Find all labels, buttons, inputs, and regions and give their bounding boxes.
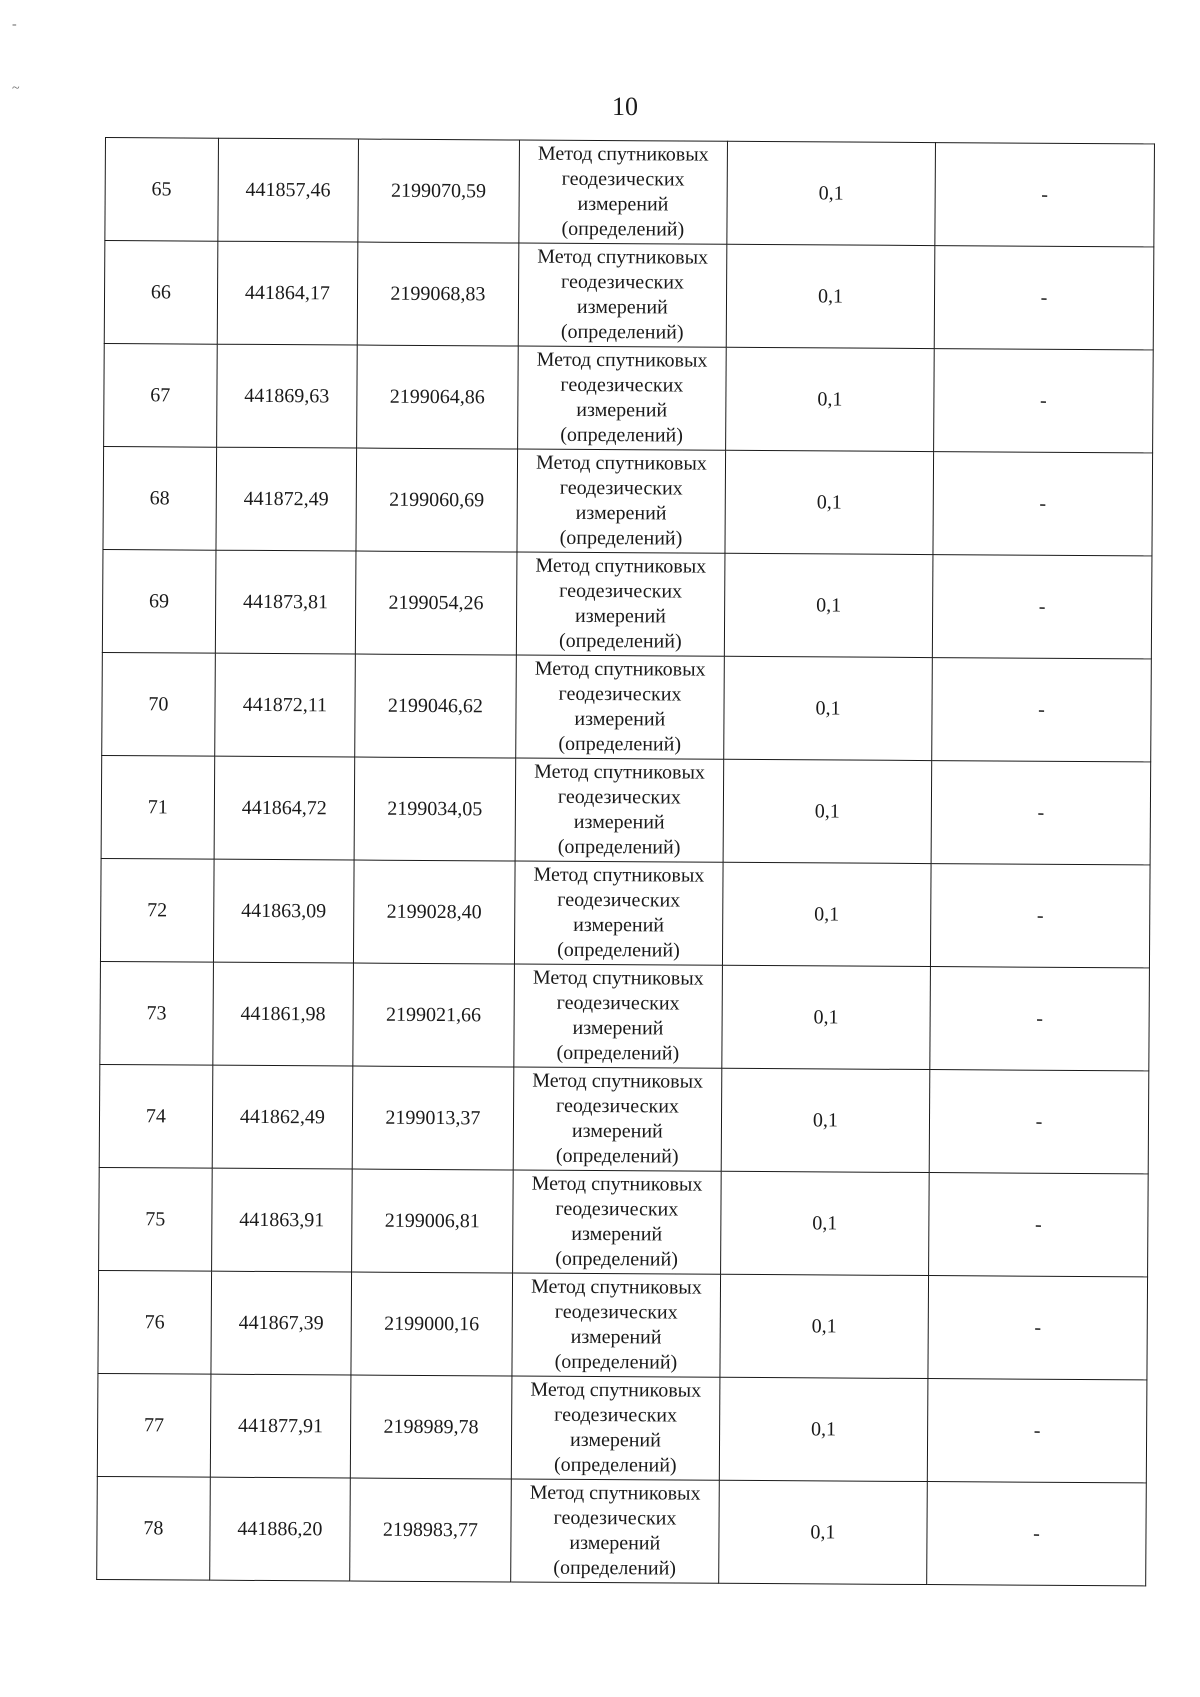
method-cell (513, 1067, 722, 1171)
method-cell (517, 346, 726, 450)
coordinate-x-cell: 441861,98 (213, 962, 354, 1066)
coordinate-y-cell: 2199064,86 (357, 345, 519, 449)
method-line: геодезических (557, 888, 681, 912)
coordinate-x-cell: 441872,11 (215, 653, 356, 757)
coordinate-x-cell: 441873,81 (215, 550, 356, 654)
method-line: (определений) (557, 835, 681, 859)
coordinate-y-cell: 2199028,40 (353, 860, 515, 964)
point-number-cell: 71 (101, 755, 214, 859)
method-line: (определений) (557, 938, 680, 962)
method-line: (определений) (554, 1350, 678, 1374)
point-number-cell: 67 (104, 343, 217, 447)
method-line: геодезических (554, 1300, 678, 1324)
coordinate-y-cell: 2199006,81 (352, 1169, 514, 1273)
table-row (101, 755, 1151, 864)
note-cell: - (935, 143, 1155, 247)
note-cell: - (927, 1379, 1147, 1483)
method-cell (515, 758, 724, 862)
accuracy-cell: 0,1 (722, 965, 931, 1069)
accuracy-cell: 0,1 (724, 656, 933, 760)
method-line: измерений (570, 1325, 662, 1349)
method-line: измерений (571, 1222, 663, 1246)
coordinate-y-cell: 2199034,05 (354, 757, 516, 861)
method-line: Метод спутниковых (534, 657, 706, 681)
method-line: измерений (573, 810, 665, 834)
method-line: измерений (569, 1428, 661, 1452)
coordinate-x-cell: 441864,72 (214, 756, 355, 860)
method-line: измерений (571, 1119, 663, 1143)
method-line: геодезических (556, 991, 680, 1015)
method-line: геодезических (555, 1197, 679, 1221)
method-line: геодезических (561, 167, 685, 191)
point-number-cell: 72 (100, 858, 213, 962)
point-number-cell: 68 (103, 446, 216, 550)
method-line: Метод спутниковых (530, 1275, 702, 1299)
accuracy-cell: 0,1 (721, 1068, 930, 1172)
method-line: (определений) (560, 423, 683, 447)
method-line: измерений (574, 707, 666, 731)
point-number-cell: 75 (99, 1167, 212, 1271)
note-cell: - (930, 967, 1150, 1071)
point-number-cell: 70 (102, 652, 215, 756)
table-row (104, 241, 1154, 350)
method-cell (519, 140, 728, 244)
coordinate-x-cell: 441863,91 (211, 1168, 352, 1272)
coordinate-x-cell: 441863,09 (213, 859, 354, 963)
coordinate-y-cell: 2199070,59 (358, 139, 520, 243)
method-line: измерений (575, 604, 666, 628)
coordinates-table (96, 137, 1155, 1586)
point-number-cell: 74 (99, 1064, 212, 1168)
method-line: измерений (569, 1531, 661, 1555)
coordinates-sheet (96, 137, 1155, 1586)
accuracy-cell: 0,1 (719, 1480, 928, 1584)
table-row (104, 343, 1154, 452)
method-line: (определений) (561, 217, 685, 241)
method-line: (определений) (553, 1453, 677, 1477)
accuracy-cell: 0,1 (722, 862, 931, 966)
table-row (97, 1476, 1147, 1585)
note-cell: - (934, 246, 1154, 350)
coordinate-x-cell: 441864,17 (217, 241, 358, 345)
method-line: геодезических (553, 1506, 677, 1530)
method-cell (511, 1479, 720, 1583)
table-row (99, 1064, 1149, 1173)
coordinate-y-cell: 2199054,26 (355, 551, 517, 655)
method-line: Метод спутниковых (530, 1378, 702, 1402)
scan-mark-top: - (12, 17, 17, 32)
point-number-cell: 69 (102, 549, 215, 653)
method-line: Метод спутниковых (536, 348, 708, 372)
method-line: Метод спутниковых (537, 142, 709, 166)
note-cell: - (934, 349, 1154, 453)
table-row (100, 858, 1150, 967)
method-cell (516, 552, 725, 656)
page-number: 10 (612, 92, 638, 121)
method-line: Метод спутниковых (529, 1481, 701, 1505)
method-line: Метод спутниковых (537, 245, 709, 269)
accuracy-cell: 0,1 (727, 141, 936, 245)
accuracy-cell: 0,1 (724, 553, 933, 657)
table-row (103, 446, 1153, 555)
method-line: (определений) (555, 1144, 679, 1168)
accuracy-cell: 0,1 (721, 1171, 930, 1275)
coordinate-x-cell: 441872,49 (216, 447, 357, 551)
method-line: геодезических (557, 785, 681, 809)
accuracy-cell: 0,1 (726, 244, 935, 348)
accuracy-cell: 0,1 (720, 1274, 929, 1378)
coordinate-y-cell: 2199021,66 (353, 963, 515, 1067)
method-line: измерений (575, 501, 667, 525)
method-line: Метод спутниковых (532, 1069, 704, 1093)
method-cell (516, 655, 725, 759)
coordinate-y-cell: 2198989,78 (350, 1375, 512, 1479)
coordinate-y-cell: 2199000,16 (351, 1272, 513, 1376)
method-cell (514, 964, 723, 1068)
method-cell (512, 1273, 721, 1377)
point-number-cell: 73 (100, 961, 213, 1065)
coordinate-y-cell: 2199013,37 (352, 1066, 514, 1170)
method-line: (определений) (558, 629, 682, 653)
scan-mark-lower: ~ (12, 81, 20, 96)
accuracy-cell: 0,1 (723, 759, 932, 863)
method-line: геодезических (559, 579, 683, 603)
table-row (99, 1167, 1149, 1276)
coordinate-x-cell: 441867,39 (211, 1271, 352, 1375)
method-line: Метод спутниковых (533, 863, 705, 887)
note-cell: - (929, 1173, 1149, 1277)
method-line: (определений) (558, 732, 682, 756)
note-cell: - (929, 1070, 1149, 1174)
method-line: Метод спутниковых (531, 1172, 703, 1196)
coordinate-x-cell: 441857,46 (218, 138, 359, 242)
method-cell (512, 1170, 721, 1274)
method-line: (определений) (555, 1247, 678, 1271)
coordinate-x-cell: 441862,49 (212, 1065, 353, 1169)
table-row (102, 652, 1152, 761)
note-cell: - (931, 761, 1151, 865)
method-line: (определений) (553, 1556, 677, 1580)
table-row (97, 1373, 1147, 1482)
method-line: Метод спутниковых (535, 451, 707, 475)
point-number-cell: 65 (105, 138, 218, 242)
method-line: геодезических (555, 1094, 679, 1118)
method-cell (514, 861, 723, 965)
accuracy-cell: 0,1 (726, 347, 935, 451)
coordinate-y-cell: 2199068,83 (357, 242, 519, 346)
coordinate-x-cell: 441886,20 (209, 1477, 350, 1581)
method-line: измерений (577, 192, 669, 216)
accuracy-cell: 0,1 (719, 1377, 928, 1481)
point-number-cell: 76 (98, 1270, 211, 1374)
point-number-cell: 77 (97, 1373, 210, 1477)
accuracy-cell: 0,1 (725, 450, 934, 554)
table-row (100, 961, 1150, 1070)
method-line: измерений (572, 1016, 664, 1040)
note-cell: - (933, 452, 1153, 556)
method-cell (511, 1376, 720, 1480)
table-row (98, 1270, 1148, 1379)
method-line: измерений (576, 295, 668, 319)
method-line: геодезических (561, 270, 685, 294)
table-row (102, 549, 1152, 658)
coordinate-y-cell: 2198983,77 (350, 1478, 512, 1582)
note-cell: - (932, 658, 1152, 762)
method-line: (определений) (559, 526, 683, 550)
method-line: геодезических (554, 1403, 678, 1427)
coordinate-x-cell: 441869,63 (216, 344, 357, 448)
method-line: геодезических (559, 476, 683, 500)
method-cell (518, 243, 727, 347)
coordinate-y-cell: 2199046,62 (355, 654, 517, 758)
coordinates-table-body (97, 138, 1155, 1586)
note-cell: - (932, 555, 1152, 659)
note-cell: - (928, 1276, 1148, 1380)
point-number-cell: 66 (104, 241, 217, 345)
note-cell: - (927, 1482, 1147, 1586)
method-line: (определений) (556, 1041, 680, 1065)
method-line: Метод спутниковых (534, 760, 705, 784)
table-row (105, 138, 1155, 247)
method-line: Метод спутниковых (535, 554, 707, 578)
method-cell (517, 449, 726, 553)
method-line: Метод спутниковых (532, 966, 704, 990)
method-line: (определений) (560, 320, 684, 344)
coordinate-y-cell: 2199060,69 (356, 448, 518, 552)
method-line: измерений (576, 398, 668, 422)
method-line: измерений (573, 913, 665, 937)
method-line: геодезических (560, 373, 684, 397)
coordinate-x-cell: 441877,91 (210, 1374, 351, 1478)
note-cell: - (930, 864, 1150, 968)
point-number-cell: 78 (97, 1476, 210, 1580)
method-line: геодезических (558, 682, 682, 706)
